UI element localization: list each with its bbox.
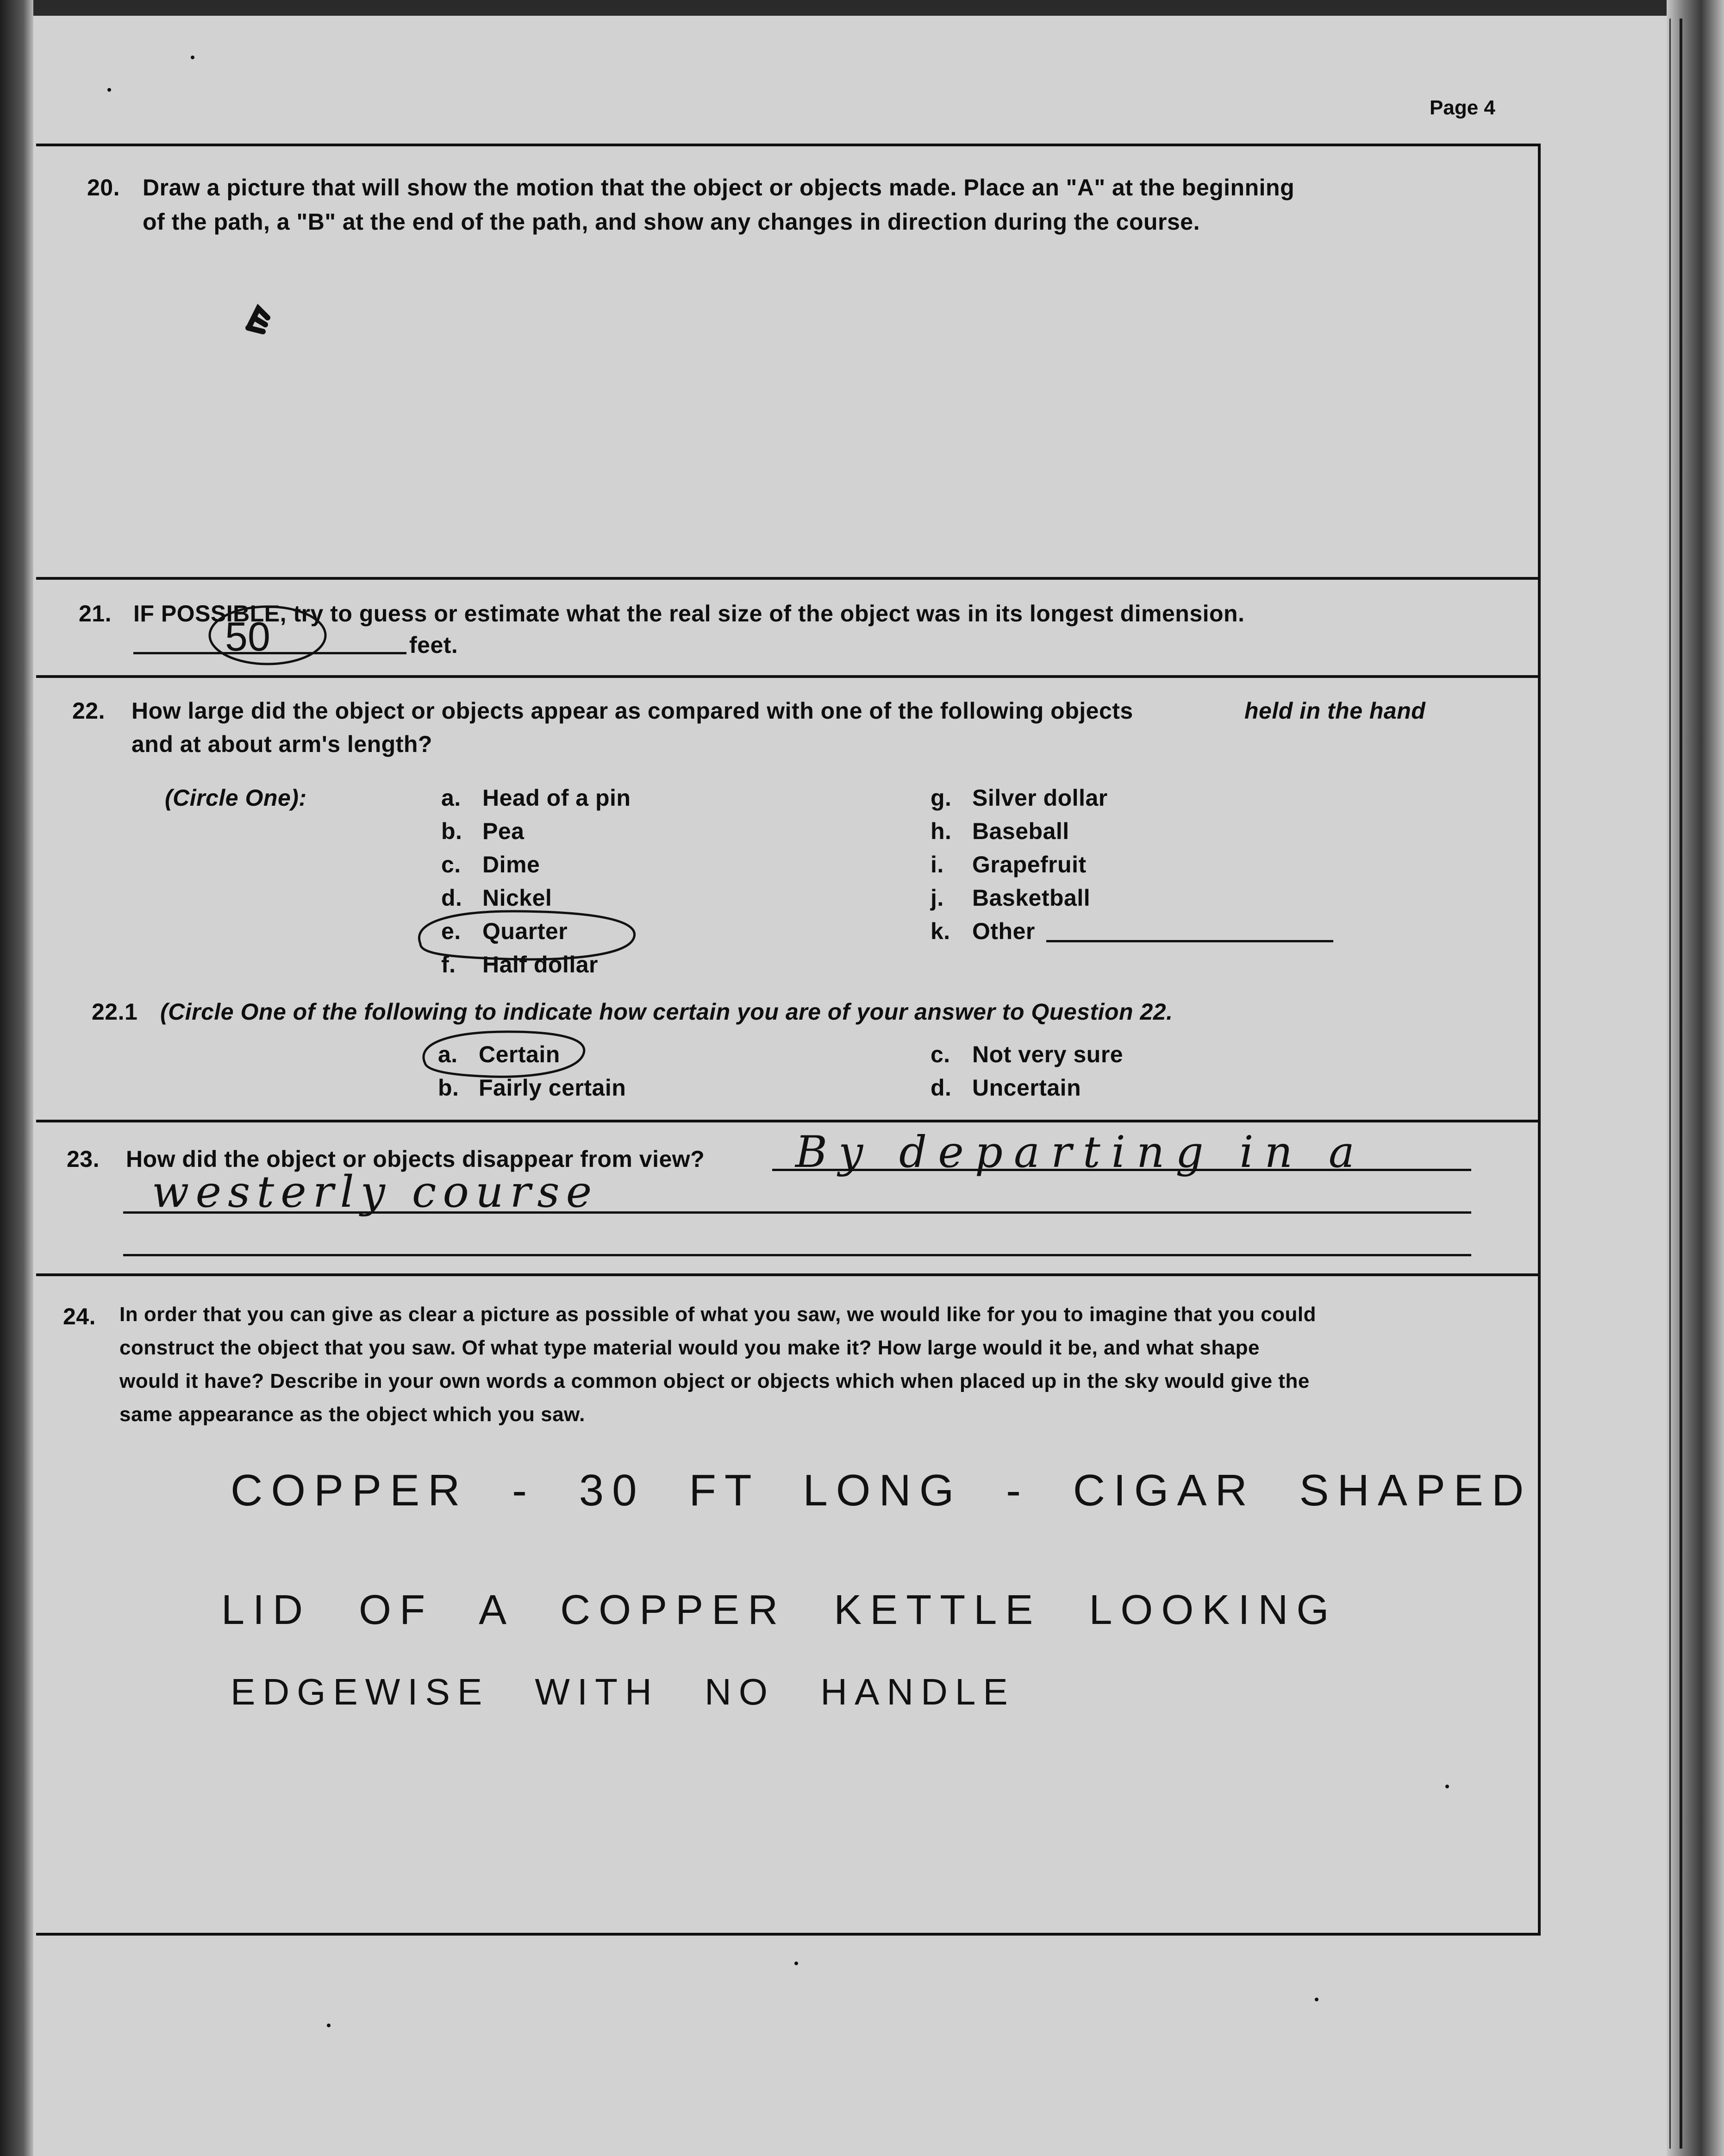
speck bbox=[107, 88, 111, 92]
handwritten-answer: By departing in a bbox=[795, 1127, 1366, 1178]
speck bbox=[794, 1962, 798, 1965]
option-grapefruit[interactable]: Grapefruit bbox=[972, 852, 1087, 877]
option-key: c. bbox=[441, 852, 461, 877]
question-20 bbox=[36, 146, 1538, 580]
question-text: In order that you can give as clear a picture as possible of what you saw, we would like for you to imagine that you could bbox=[119, 1303, 1317, 1326]
option-pea[interactable]: Pea bbox=[482, 818, 525, 844]
selection-circle bbox=[402, 902, 661, 976]
handwritten-answer: LID OF A COPPER KETTLE LOOKING bbox=[221, 1587, 1337, 1633]
option-key: h. bbox=[931, 818, 952, 844]
question-text: How large did the object or objects appear as compared with one of the following objects bbox=[131, 698, 1133, 724]
option-key: b. bbox=[441, 818, 462, 844]
question-text: same appearance as the object which you saw. bbox=[119, 1403, 585, 1426]
question-text: of the path, a "B" at the end of the path, and show any changes in direction during the course. bbox=[143, 209, 1200, 235]
option-silver-dollar[interactable]: Silver dollar bbox=[972, 785, 1108, 811]
question-text: IF POSSIBLE, try to guess or estimate what the real size of the object was in its longest dimension. bbox=[133, 601, 1245, 627]
option-key: j. bbox=[931, 885, 944, 911]
option-quarter[interactable]: Quarter bbox=[482, 918, 568, 944]
size-answer: 50 bbox=[225, 614, 270, 659]
pen-mark bbox=[240, 299, 332, 392]
question-24 bbox=[36, 1276, 1538, 1933]
option-nickel[interactable]: Nickel bbox=[482, 885, 552, 911]
question-number: 22. bbox=[72, 698, 106, 724]
instruction: (Circle One): bbox=[165, 785, 307, 811]
question-21 bbox=[36, 580, 1538, 678]
option-key: i. bbox=[931, 852, 944, 877]
option-key: d. bbox=[441, 885, 462, 911]
option-half-dollar[interactable]: Half dollar bbox=[482, 952, 598, 978]
option-dime[interactable]: Dime bbox=[482, 852, 540, 877]
other-answer-line bbox=[1046, 940, 1333, 942]
answer-line bbox=[123, 1254, 1471, 1256]
speck bbox=[1445, 1785, 1449, 1788]
option-key: e. bbox=[441, 918, 461, 944]
scan-top-edge bbox=[0, 0, 1724, 16]
option-basketball[interactable]: Basketball bbox=[972, 885, 1091, 911]
speck bbox=[1315, 1998, 1318, 2001]
scan-edge-line bbox=[1680, 19, 1682, 2149]
option-key: d. bbox=[931, 1075, 952, 1101]
option-key: a. bbox=[441, 785, 461, 811]
answer-circle bbox=[175, 598, 360, 691]
option-key: c. bbox=[931, 1041, 950, 1067]
option-key: a. bbox=[438, 1041, 458, 1067]
option-head-of-pin[interactable]: Head of a pin bbox=[482, 785, 631, 811]
option-not-very-sure[interactable]: Not very sure bbox=[972, 1041, 1124, 1067]
option-baseball[interactable]: Baseball bbox=[972, 818, 1069, 844]
question-22 bbox=[36, 678, 1538, 1122]
handwritten-answer: EDGEWISE WITH NO HANDLE bbox=[231, 1671, 1015, 1712]
question-text: How did the object or objects disappear from view? bbox=[126, 1146, 705, 1172]
question-text: Draw a picture that will show the motion that the object or objects made. Place an "A" at the beginning bbox=[143, 175, 1295, 201]
question-number: 24. bbox=[63, 1304, 96, 1329]
page-number: Page 4 bbox=[1430, 96, 1495, 119]
handwritten-answer: COPPER - 30 FT LONG - CIGAR SHAPED bbox=[231, 1466, 1532, 1515]
speck bbox=[191, 56, 194, 59]
scan-right-edge bbox=[1667, 0, 1724, 2156]
option-key: g. bbox=[931, 785, 952, 811]
question-text: (Circle One of the following to indicate how certain you are of your answer to Question 22. bbox=[160, 999, 1173, 1025]
question-23 bbox=[36, 1122, 1538, 1276]
option-uncertain[interactable]: Uncertain bbox=[972, 1075, 1081, 1101]
question-number: 22.1 bbox=[92, 999, 138, 1025]
question-text: construct the object that you saw. Of what type material would you make it? How large would it be, and what shape bbox=[119, 1336, 1260, 1359]
scan-edge-line bbox=[1669, 19, 1671, 2149]
question-text-italic: held in the hand bbox=[1244, 698, 1426, 724]
question-text: and at about arm's length? bbox=[131, 731, 432, 757]
option-certain[interactable]: Certain bbox=[479, 1041, 560, 1067]
form-body bbox=[36, 144, 1541, 1936]
option-key: k. bbox=[931, 918, 950, 944]
question-number: 23. bbox=[67, 1146, 100, 1172]
question-number: 20. bbox=[87, 175, 120, 201]
option-other[interactable]: Other bbox=[972, 918, 1035, 944]
scan-left-edge bbox=[0, 0, 33, 2156]
question-text: would it have? Describe in your own words a common object or objects which when placed up in the sky would give the bbox=[119, 1370, 1310, 1392]
handwritten-answer: westerly course bbox=[152, 1167, 599, 1217]
question-number: 21. bbox=[79, 601, 112, 627]
option-fairly-certain[interactable]: Fairly certain bbox=[479, 1075, 626, 1101]
option-key: f. bbox=[441, 952, 456, 978]
option-key: b. bbox=[438, 1075, 459, 1101]
unit-label: feet. bbox=[409, 632, 458, 658]
speck bbox=[327, 2024, 331, 2027]
